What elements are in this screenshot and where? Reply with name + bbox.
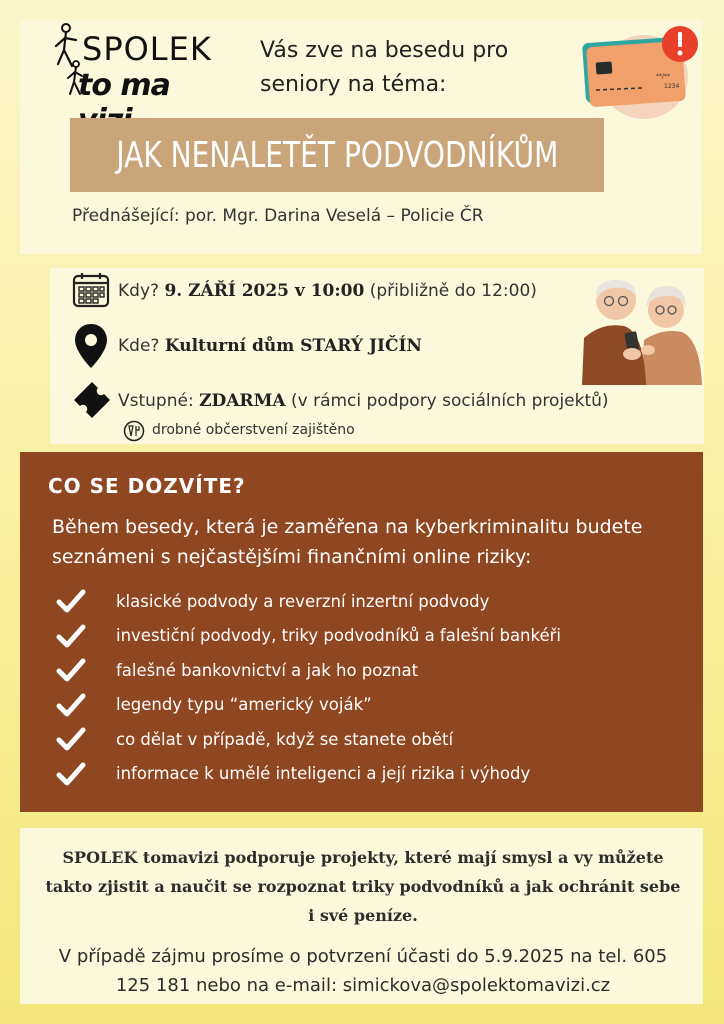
calendar-icon [72,271,110,309]
checkmark-icon [56,762,86,786]
ticket-icon [70,380,112,418]
footer-statement: SPOLEK tomavizi podporuje projekty, které mají smysl a vy můžete takto zjistit a naučit se rozpoznat triky podvodníků a jak ochránit sebe i své peníze. [45,848,681,925]
where-value: Kulturní dům STARÝ JIČÍN [164,336,422,356]
spolek-tomavizi-logo [52,20,222,110]
learn-list-item [56,584,561,619]
learn-list-item [56,722,561,757]
learn-list-item-text: co dělat v případě, když se stanete obětí [116,729,454,749]
refreshments-icon [122,420,146,442]
location-pin-icon [72,322,110,370]
learn-list-item-text: investiční podvody, triky podvodníků a falešní bankéři [116,626,562,646]
where-label: Kde? [118,336,160,356]
logo-text-spolek: SPOLEK [82,30,212,68]
learn-list-item-text: klasické podvody a reverzní inzertní podvody [116,591,490,611]
learn-list [56,584,561,791]
speaker-line: Přednášející: por. Mgr. Darina Veselá – Policie ČR [72,206,484,226]
learn-intro: Během besedy, která je zaměřena na kyberkriminalitu budete seznámeni s nejčastějšími finančními online riziky: [52,516,643,568]
entry-label: Vstupné: [118,391,194,411]
invitation-text: Vás zve na besedu pro seniory na téma: [260,38,509,97]
learn-list-item [56,619,561,654]
learn-list-item [56,757,561,792]
when-label: Kdy? [118,281,160,301]
event-when [118,281,537,301]
refreshments-note: drobné občerstvení zajištěno [152,422,355,438]
checkmark-icon [56,624,86,648]
event-where [118,336,422,356]
when-value: 9. ZÁŘÍ 2025 v 10:00 [164,281,365,301]
credit-card-warning-icon [582,22,700,120]
learn-heading: CO SE DOZVÍTE? [48,474,246,498]
logo-text-tomavizi: to ma [78,68,170,103]
card-expiry: **/** [656,73,671,80]
learn-list-item [56,653,561,688]
learn-list-item-text: legendy typu “americký voják” [116,695,372,715]
entry-note: (v rámci podpory sociálních projektů) [290,391,609,411]
checkmark-icon [56,727,86,751]
checkmark-icon [56,658,86,682]
when-note: (přibližně do 12:00) [369,281,537,301]
learn-list-item-text: informace k umělé inteligenci a její rizika i výhody [116,764,531,784]
footer-contact: V případě zájmu prosíme o potvrzení účasti do 5.9.2025 na tel. 605 125 181 nebo na e-mail: simickova@spolektomavizi.cz [58,946,668,996]
checkmark-icon [56,693,86,717]
card-number: 1234 [664,83,680,90]
learn-list-item [56,688,561,723]
entry-value: ZDARMA [199,391,286,411]
checkmark-icon [56,589,86,613]
event-title: JAK NENALETĚT PODVODNÍKŮM [116,134,558,176]
event-title-box [70,118,604,192]
seniors-illustration [582,270,702,385]
event-entry [118,391,609,411]
learn-list-item-text: falešné bankovnictví a jak ho poznat [116,660,419,680]
